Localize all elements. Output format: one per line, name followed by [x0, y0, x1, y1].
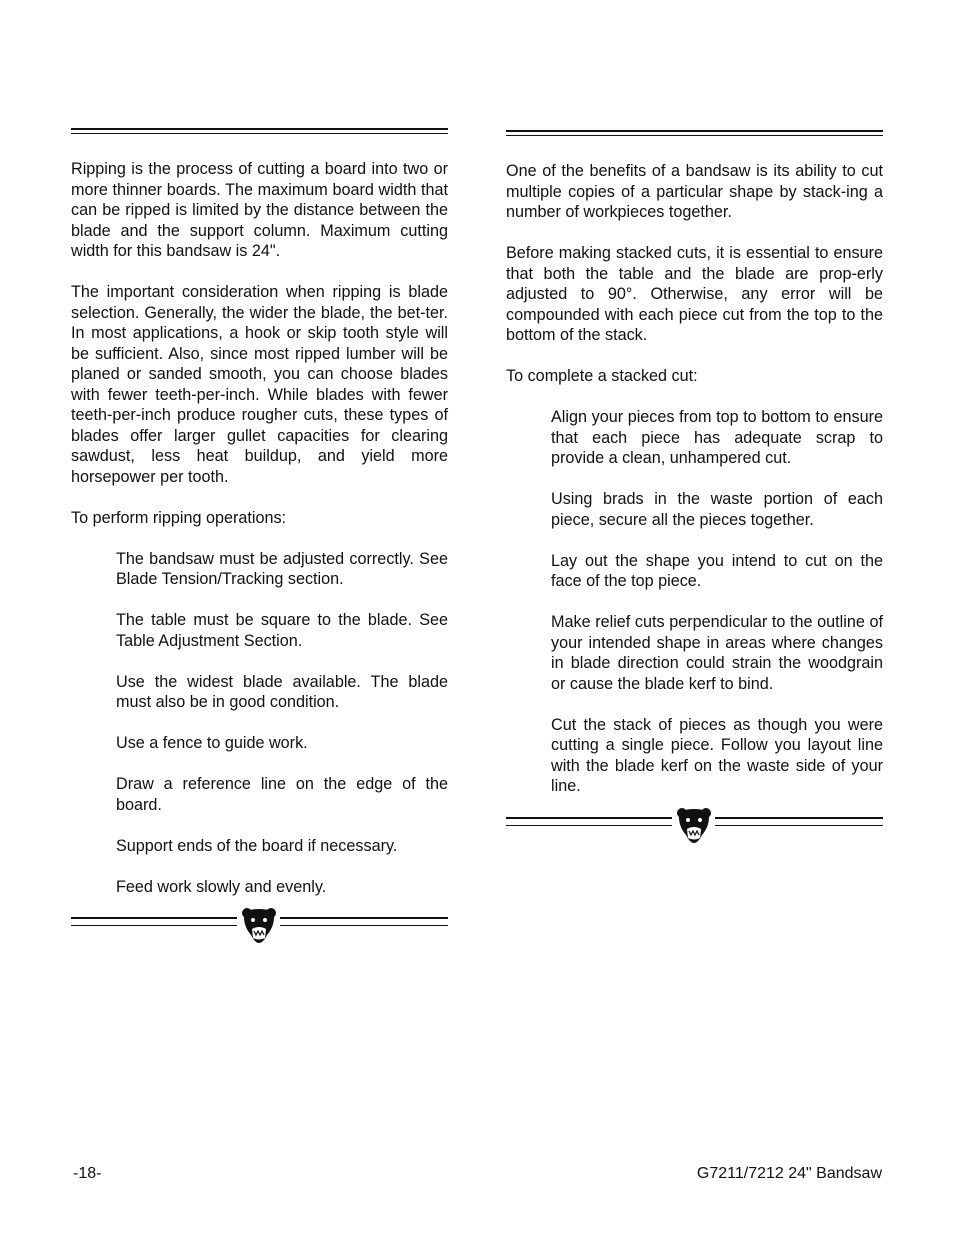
ripping-step: The bandsaw must be adjusted correctly. See Blade Tension/Tracking section.	[116, 549, 448, 588]
model-footer: G7211/7212 24" Bandsaw	[696, 1165, 882, 1182]
ripping-step: The table must be square to the blade. See Table Adjustment Section.	[116, 611, 448, 650]
stacked-cut-step: Align your pieces from top to bottom to ensure that each piece has adequate scrap to provide a clean, unhampered cut.	[551, 408, 883, 467]
blade-selection-paragraph: The important consideration when ripping is blade selection. Generally, the wider the blade, the bet-ter. In most applications, a hook or skip tooth style will be sufficient. Also, since most ripped lumber will be planed or sanded smooth, you can choose blades with fewer teeth-per-inch. While blades with fewer teeth-per-inch produce rougher cuts, these types of blades offer larger gullet capacities for clearing sawdust, less heat buildup, and yield more horsepower per tooth.	[71, 283, 448, 486]
bear-head-icon	[239, 905, 279, 945]
ripping-steps-lead: To perform ripping operations:	[71, 508, 287, 527]
bear-head-icon	[674, 805, 714, 845]
ripping-step: Support ends of the board if necessary.	[116, 836, 398, 855]
left-column	[71, 128, 448, 945]
stacked-cuts-intro-paragraph: One of the benefits of a bandsaw is its ability to cut multiple copies of a particular shape by stack-ing a number of workpieces together.	[506, 162, 883, 221]
stacked-cut-step: Make relief cuts perpendicular to the outline of your intended shape in areas where changes in blade direction could strain the woodgrain or cause the blade kerf to bind.	[551, 613, 883, 693]
section-header-rule	[71, 128, 448, 134]
ripping-intro-paragraph: Ripping is the process of cutting a board into two or more thinner boards. The maximum board width that can be ripped is limited by the distance between the blade and the support column. Maximum cutting width for this bandsaw is 24".	[71, 160, 448, 260]
stacked-cut-step: Cut the stack of pieces as though you were cutting a single piece. Follow you layout line with the blade kerf on the waste side of your line.	[551, 715, 883, 795]
stacked-cuts-setup-paragraph: Before making stacked cuts, it is essential to ensure that both the table and the blade are prop-erly adjusted to 90°. Otherwise, any error will be compounded with each piece cut from the top to the bottom of the stack.	[506, 244, 883, 344]
page-number: -18-	[73, 1165, 102, 1182]
ripping-step: Feed work slowly and evenly.	[116, 877, 327, 896]
section-end-rule	[506, 805, 883, 845]
section-end-rule	[71, 905, 448, 945]
stacked-cuts-steps-lead: To complete a stacked cut:	[506, 367, 698, 385]
ripping-step: Use the widest blade available. The blade must also be in good condition.	[116, 672, 448, 711]
stacked-cut-step: Using brads in the waste portion of each piece, secure all the pieces together.	[551, 490, 883, 529]
stacked-cut-step: Lay out the shape you intend to cut on the face of the top piece.	[551, 551, 883, 590]
right-column	[506, 130, 883, 845]
section-header-rule	[506, 130, 883, 136]
ripping-step: Use a fence to guide work.	[116, 734, 308, 752]
ripping-step: Draw a reference line on the edge of the board.	[116, 775, 448, 814]
